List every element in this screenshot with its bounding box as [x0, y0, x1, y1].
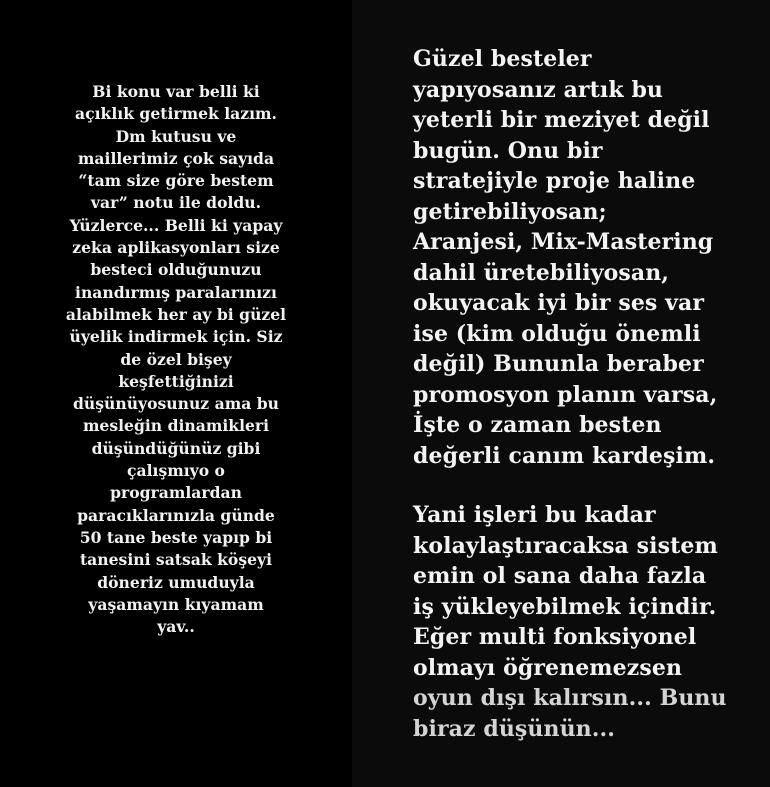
- right-paragraph-line: getirebiliyosan;: [413, 198, 607, 225]
- left-message-line: programlardan: [110, 483, 242, 503]
- left-message-line: de özel bişey: [120, 349, 232, 369]
- left-message-line: Bi konu var belli ki: [92, 82, 260, 101]
- right-paragraph-line: kolaylaştıracaksa sistem: [413, 532, 718, 559]
- right-paragraph-line: bugün. Onu bir: [413, 137, 603, 164]
- left-message-line: Dm kutusu ve: [115, 126, 237, 146]
- left-message-line: çalışmıyo o: [127, 461, 225, 481]
- right-paragraph-line: Yani işleri bu kadar: [413, 502, 656, 528]
- left-message-line: yaşamayın kıyamam: [88, 594, 264, 614]
- right-paragraph-line: değil) Bununla beraber: [413, 351, 704, 377]
- right-paragraph-line: Aranjesi, Mix-Mastering: [413, 229, 714, 255]
- left-message-line: üyelik indirmek için. Siz: [69, 327, 283, 347]
- left-message-line: besteci olduğunuzu: [90, 260, 262, 280]
- left-message-line: yav..: [157, 617, 195, 637]
- right-paragraph-line: yeterli bir meziyet değil: [413, 107, 710, 133]
- right-paragraph-line: biraz düşünün...: [413, 715, 616, 742]
- left-message-text: [8, 81, 344, 638]
- right-paragraph-line: olmayı öğrenemezsen: [413, 654, 683, 681]
- right-paragraph-line: dahil üretebiliyosan,: [413, 259, 670, 286]
- left-message-line: “tam size göre bestem: [78, 171, 274, 191]
- left-message-line: açıklık getirmek lazım.: [75, 104, 277, 124]
- left-message-line: maillerimiz çok sayıda: [77, 148, 275, 168]
- left-story-panel: [0, 0, 352, 787]
- left-message-line: var” notu ile doldu.: [90, 193, 262, 213]
- right-paragraph-line: Eğer multi fonksiyonel: [413, 624, 697, 650]
- left-message-line: düşünüyosunuz ama bu: [73, 394, 279, 414]
- left-message-line: mesleğin dinamikleri: [82, 416, 270, 436]
- right-paragraph-line: değerli canım kardeşim.: [413, 442, 716, 469]
- left-message-line: düşündüğünüz gibi: [91, 438, 261, 458]
- right-paragraph-line: yapıyosanız artık bu: [413, 76, 664, 103]
- left-message-line: tanesini satsak köşeyi: [79, 550, 273, 570]
- left-message-line: döneriz umuduyla: [97, 572, 255, 592]
- left-message-line: paracıklarınızla günde: [77, 505, 275, 525]
- right-paragraph-line: ise (kim olduğu önemli: [413, 320, 701, 347]
- right-paragraph-line: Güzel besteler: [413, 46, 592, 72]
- right-story-panel: [352, 0, 770, 787]
- right-paragraph-line: promosyon planın varsa,: [413, 381, 718, 408]
- left-message-line: keşfettiğinizi: [118, 371, 234, 391]
- right-paragraph-line: stratejiyle proje haline: [413, 168, 696, 194]
- left-message-line: alabilmek her ay bi güzel: [65, 304, 287, 324]
- right-paragraph-line: okuyacak iyi bir ses var: [413, 290, 705, 316]
- left-message-line: Yüzlerce... Belli ki yapay: [69, 215, 283, 235]
- left-message-line: 50 tane beste yapıp bi: [79, 527, 273, 547]
- right-paragraph-line: emin ol sana daha fazla: [413, 563, 707, 589]
- left-message-line: zeka aplikasyonları size: [72, 238, 280, 258]
- right-paragraph-2: [413, 500, 763, 744]
- right-paragraph-1: [413, 44, 763, 471]
- left-message-line: inandırmış paralarınızı: [75, 282, 277, 302]
- right-paragraph-line: iş yükleyebilmek içindir.: [413, 593, 717, 620]
- right-paragraph-line: oyun dışı kalırsın... Bunu: [413, 685, 727, 711]
- right-paragraph-line: İşte o zaman besten: [413, 412, 662, 438]
